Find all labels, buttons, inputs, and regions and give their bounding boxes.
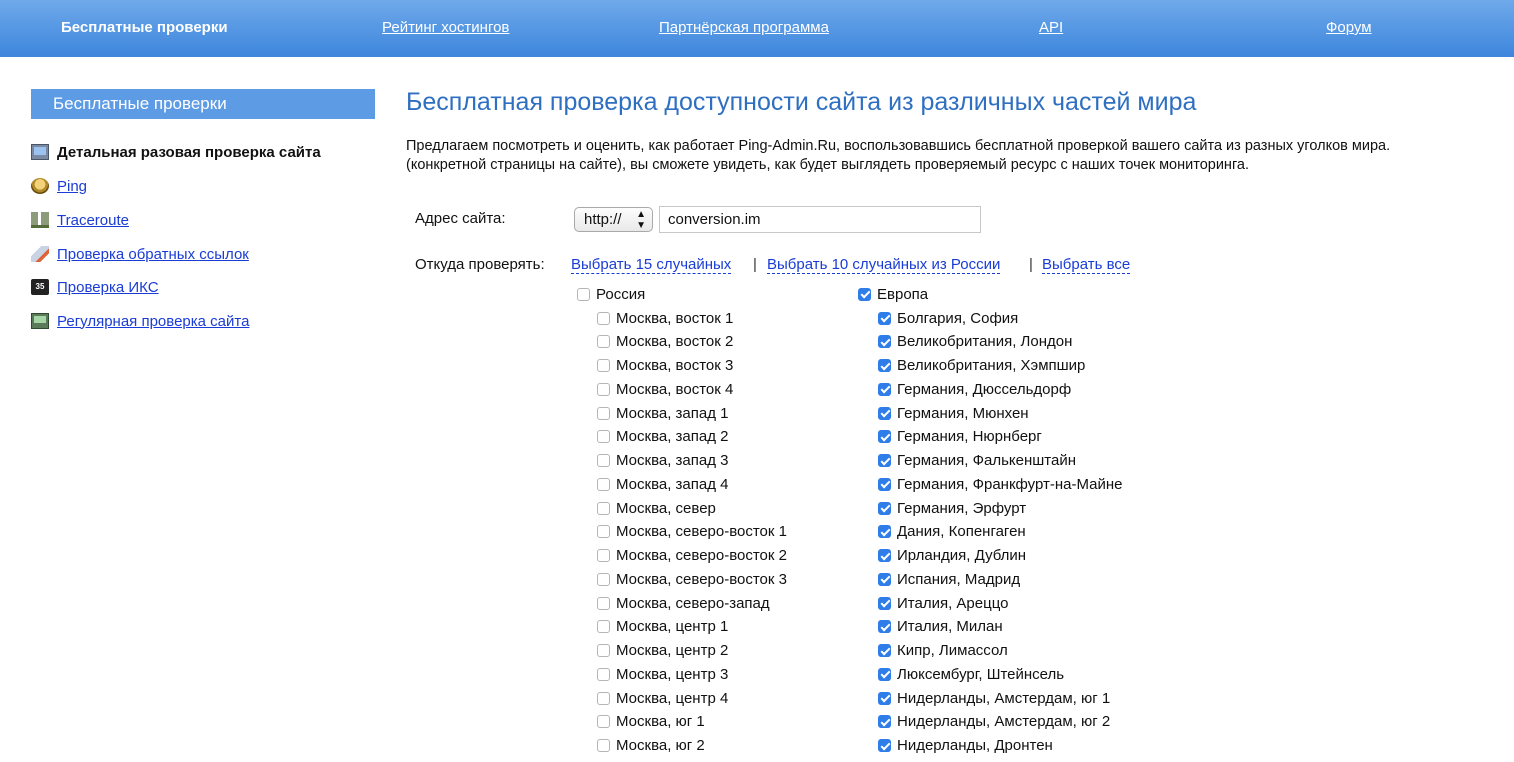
separator: |	[1029, 256, 1033, 273]
location-label: Германия, Нюрнберг	[897, 428, 1042, 446]
location-item[interactable]	[878, 474, 1123, 494]
location-checkbox[interactable]	[597, 668, 610, 681]
sidebar-item-regular-check[interactable]	[31, 310, 249, 332]
location-item[interactable]	[878, 569, 1020, 589]
location-checkbox[interactable]	[878, 620, 891, 633]
location-item[interactable]	[597, 664, 728, 684]
iks-icon: 35	[31, 279, 49, 295]
location-checkbox[interactable]	[597, 335, 610, 348]
location-item[interactable]	[597, 498, 716, 518]
sidebar-link-ping[interactable]: Ping	[57, 177, 88, 195]
location-item[interactable]	[878, 498, 1026, 518]
regular-check-icon	[31, 313, 49, 329]
monitor-icon	[31, 144, 49, 160]
location-label: Великобритания, Лондон	[897, 333, 1073, 351]
location-item[interactable]	[878, 641, 1008, 661]
location-label: Германия, Дюссельдорф	[897, 380, 1072, 398]
location-item[interactable]	[878, 379, 1071, 399]
location-item[interactable]	[878, 356, 1085, 376]
intro-text	[406, 137, 1514, 175]
location-label: Италия, Ареццо	[897, 594, 1009, 612]
url-input[interactable]	[659, 206, 981, 233]
location-label: Москва, центр 4	[616, 689, 729, 707]
traceroute-icon	[31, 212, 49, 228]
intro-line-1: Предлагаем посмотреть и оценить, как работает Ping-Admin.Ru, воспользовавшись бесплатной проверкой вашего сайта из разных уголков мира.	[406, 138, 1391, 154]
location-label: Москва, центр 3	[616, 665, 729, 683]
location-label: Испания, Мадрид	[897, 570, 1021, 588]
location-item[interactable]	[597, 593, 770, 613]
location-item[interactable]	[878, 617, 1003, 637]
location-checkbox[interactable]	[878, 573, 891, 586]
sidebar-link-iks[interactable]: Проверка ИКС	[57, 278, 159, 296]
location-item[interactable]	[878, 546, 1026, 566]
sidebar-item-detailed-check	[31, 141, 321, 163]
location-item[interactable]	[597, 474, 729, 494]
location-label: Москва, северо-восток 1	[616, 523, 787, 541]
nav-free-checks[interactable]: Бесплатные проверки	[61, 19, 228, 36]
location-label: Москва, восток 3	[616, 357, 734, 374]
location-label: Ирландия, Дублин	[897, 547, 1027, 564]
location-checkbox[interactable]	[597, 715, 610, 728]
location-label: Дания, Копенгаген	[897, 523, 1026, 541]
location-checkbox[interactable]	[597, 454, 610, 467]
ping-icon	[31, 178, 49, 194]
location-label: Москва, северо-восток 2	[616, 547, 787, 564]
location-checkbox[interactable]	[878, 502, 891, 515]
location-checkbox[interactable]	[597, 644, 610, 657]
location-label: Москва, центр 2	[616, 642, 729, 659]
intro-line-2: (конкретной страницы на сайте), вы сможете увидеть, как будет выглядеть проверяемый ресурс с наших точек мониторинга.	[406, 157, 1250, 173]
location-checkbox[interactable]	[878, 383, 891, 396]
location-label: Москва, северо-восток 3	[616, 570, 787, 588]
location-checkbox[interactable]	[597, 478, 610, 491]
location-label: Москва, восток 4	[616, 380, 734, 398]
location-label: Москва, запад 1	[616, 404, 729, 422]
location-checkbox[interactable]	[878, 407, 891, 420]
location-item[interactable]	[878, 332, 1072, 352]
location-checkbox[interactable]	[597, 620, 610, 633]
protocol-select[interactable]	[574, 207, 653, 232]
location-label: Москва, северо-запад	[616, 594, 770, 612]
location-checkbox[interactable]	[597, 312, 610, 325]
nav-api[interactable]: API	[1039, 19, 1064, 36]
location-checkbox[interactable]	[878, 359, 891, 372]
location-item[interactable]	[878, 664, 1064, 684]
location-item[interactable]	[597, 403, 729, 423]
location-item[interactable]	[597, 712, 705, 732]
location-checkbox[interactable]	[597, 692, 610, 705]
location-item[interactable]	[878, 308, 1018, 328]
region-label: Россия	[596, 285, 646, 303]
protocol-value: http://	[584, 211, 622, 228]
location-checkbox[interactable]	[878, 525, 891, 538]
location-checkbox[interactable]	[597, 430, 610, 443]
location-checkbox[interactable]	[878, 715, 891, 728]
location-item[interactable]	[597, 451, 729, 471]
location-label: Москва, юг 2	[616, 737, 705, 754]
location-item[interactable]	[878, 427, 1042, 447]
address-label: Адрес сайта:	[415, 210, 506, 227]
location-checkbox[interactable]	[597, 502, 610, 515]
page-title: Бесплатная проверка доступности сайта из различных частей мира	[406, 88, 1197, 116]
region-europe-checkbox[interactable]	[858, 288, 871, 301]
location-checkbox[interactable]	[878, 549, 891, 562]
location-checkbox[interactable]	[878, 430, 891, 443]
location-label: Москва, север	[616, 499, 716, 517]
sidebar-item-backlinks[interactable]	[31, 243, 249, 265]
location-item[interactable]	[878, 712, 1110, 732]
sidebar-link-traceroute[interactable]: Traceroute	[57, 211, 129, 229]
nav-hosting-rating[interactable]: Рейтинг хостингов	[382, 19, 510, 36]
location-label: Москва, юг 1	[616, 713, 705, 731]
location-item[interactable]	[597, 569, 787, 589]
sidebar-item-iks[interactable]	[31, 276, 159, 298]
location-label: Германия, Мюнхен	[897, 404, 1029, 422]
region-europe[interactable]	[858, 284, 928, 304]
location-label: Москва, восток 2	[616, 333, 734, 351]
location-checkbox[interactable]	[878, 478, 891, 491]
location-item[interactable]	[597, 641, 728, 661]
location-item[interactable]	[597, 427, 729, 447]
region-russia[interactable]	[577, 284, 645, 304]
location-item[interactable]	[597, 332, 733, 352]
location-label: Москва, запад 2	[616, 428, 729, 446]
select-all-link[interactable]: Выбрать все	[1042, 256, 1131, 273]
location-label: Германия, Эрфурт	[897, 499, 1027, 517]
sidebar-link-backlinks[interactable]: Проверка обратных ссылок	[57, 245, 249, 263]
location-checkbox[interactable]	[878, 644, 891, 657]
location-label: Москва, запад 3	[616, 452, 729, 469]
sidebar-link-regular-check[interactable]: Регулярная проверка сайта	[57, 312, 250, 330]
location-label: Нидерланды, Дронтен	[897, 737, 1053, 754]
location-item[interactable]	[597, 379, 733, 399]
location-checkbox[interactable]	[597, 597, 610, 610]
location-item[interactable]	[597, 546, 787, 566]
location-item[interactable]	[878, 736, 1053, 756]
location-checkbox[interactable]	[597, 549, 610, 562]
select-10-russia-link[interactable]: Выбрать 10 случайных из России	[767, 256, 1001, 273]
location-checkbox[interactable]	[878, 312, 891, 325]
location-item[interactable]	[878, 688, 1110, 708]
location-checkbox[interactable]	[878, 692, 891, 705]
top-navigation	[0, 0, 1514, 57]
location-label: Германия, Фалькенштайн	[897, 452, 1076, 469]
location-item[interactable]	[597, 688, 728, 708]
location-label: Великобритания, Хэмпшир	[897, 357, 1086, 374]
location-checkbox[interactable]	[597, 573, 610, 586]
location-checkbox[interactable]	[597, 359, 610, 372]
location-label: Москва, восток 1	[616, 309, 734, 327]
location-item[interactable]	[597, 356, 733, 376]
location-label: Кипр, Лимассол	[897, 642, 1008, 659]
sidebar-item-traceroute[interactable]	[31, 209, 129, 231]
location-checkbox[interactable]	[597, 407, 610, 420]
location-label: Германия, Франкфурт-на-Майне	[897, 475, 1123, 493]
sidebar-item-label: Детальная разовая проверка сайта	[57, 143, 321, 161]
select-arrows-icon: ▲ ▼	[636, 209, 646, 231]
region-russia-checkbox[interactable]	[577, 288, 590, 301]
location-item[interactable]	[878, 403, 1029, 423]
location-label: Люксембург, Штейнсель	[897, 665, 1065, 683]
location-label: Италия, Милан	[897, 618, 1003, 636]
location-label: Болгария, София	[897, 309, 1019, 327]
location-item[interactable]	[878, 593, 1008, 613]
rocket-icon	[31, 246, 49, 262]
from-label: Откуда проверять:	[415, 256, 545, 273]
separator: |	[753, 256, 757, 273]
location-item[interactable]	[878, 522, 1026, 542]
location-checkbox[interactable]	[878, 454, 891, 467]
sidebar-header: Бесплатные проверки	[31, 89, 375, 119]
select-15-random-link[interactable]: Выбрать 15 случайных	[571, 256, 732, 273]
location-checkbox[interactable]	[597, 739, 610, 752]
location-label: Нидерланды, Амстердам, юг 2	[897, 713, 1111, 731]
location-item[interactable]	[597, 736, 705, 756]
location-checkbox[interactable]	[878, 739, 891, 752]
location-label: Нидерланды, Амстердам, юг 1	[897, 689, 1111, 707]
location-label: Москва, центр 1	[616, 618, 729, 636]
location-checkbox[interactable]	[597, 383, 610, 396]
nav-forum[interactable]: Форум	[1326, 19, 1372, 36]
location-label: Москва, запад 4	[616, 475, 729, 493]
location-item[interactable]	[597, 522, 787, 542]
location-item[interactable]	[597, 617, 728, 637]
sidebar-item-ping[interactable]	[31, 175, 87, 197]
location-checkbox[interactable]	[878, 597, 891, 610]
location-item[interactable]	[597, 308, 733, 328]
location-checkbox[interactable]	[597, 525, 610, 538]
location-checkbox[interactable]	[878, 335, 891, 348]
region-label: Европа	[877, 285, 929, 303]
location-checkbox[interactable]	[878, 668, 891, 681]
location-item[interactable]	[878, 451, 1076, 471]
nav-partner-program[interactable]: Партнёрская программа	[659, 19, 829, 36]
